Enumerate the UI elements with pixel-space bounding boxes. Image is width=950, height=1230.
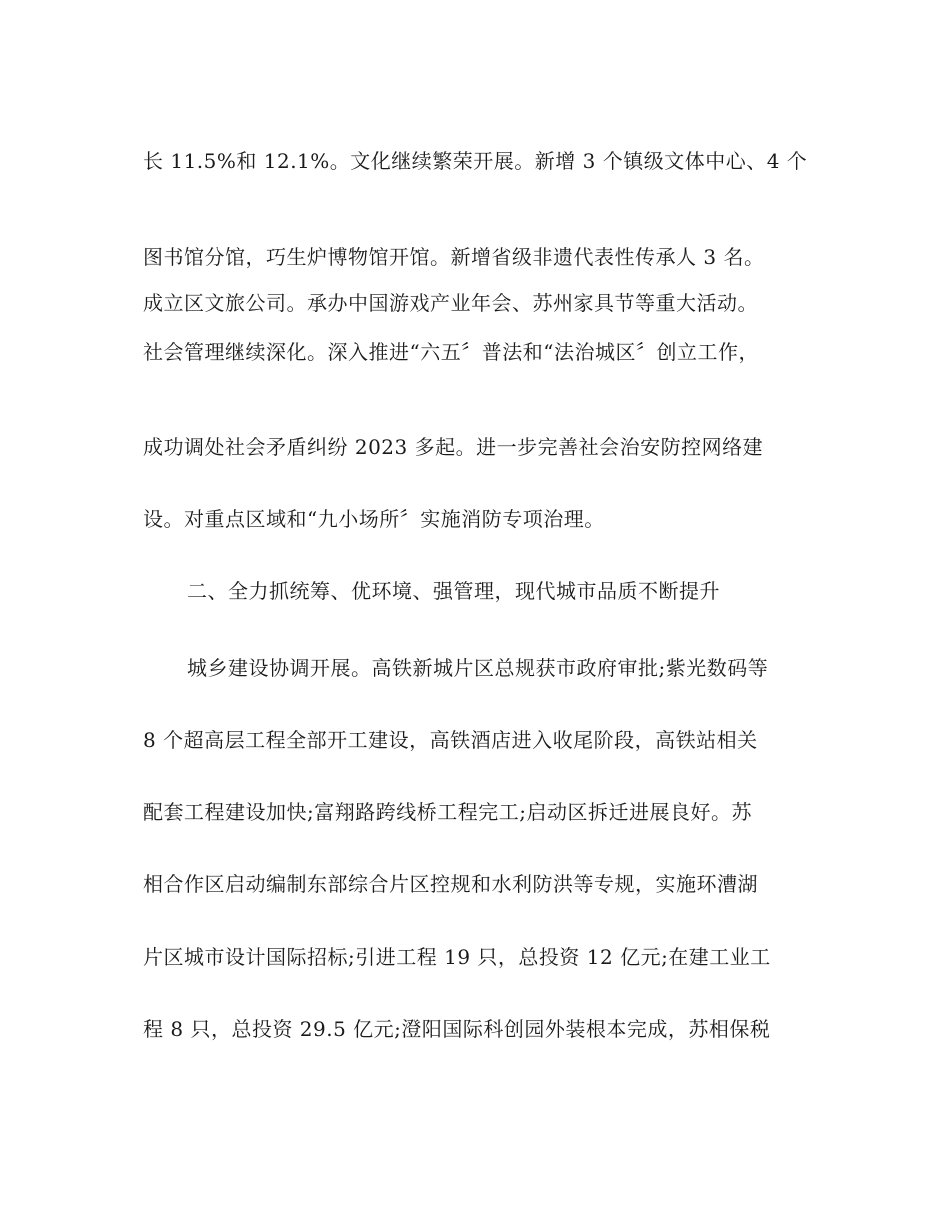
paragraph-line: 片区城市设计国际招标;引进工程 19 只，总投资 12 亿元;在建工业工 bbox=[143, 945, 771, 969]
paragraph-line: 设。对重点区域和“九小场所〞实施消防专项治理。 bbox=[143, 507, 605, 531]
paragraph-line: 图书馆分馆，巧生炉博物馆开馆。新增省级非遗代表性传承人 3 名。 bbox=[143, 245, 765, 269]
paragraph-line: 社会管理继续深化。深入推进“六五〞普法和“法治城区〞创立工作， bbox=[143, 340, 759, 364]
paragraph-line: 城乡建设协调开展。高铁新城片区总规获市政府审批;紫光数码等 bbox=[187, 656, 769, 680]
paragraph-line: 成功调处社会矛盾纠纷 2023 多起。进一步完善社会治安防控网络建 bbox=[143, 435, 764, 459]
paragraph-line: 相合作区启动编制东部综合片区控规和水利防洪等专规，实施环漕湖 bbox=[143, 872, 758, 896]
paragraph-line: 程 8 只，总投资 29.5 亿元;澄阳国际科创园外装根本完成，苏相保税 bbox=[143, 1017, 771, 1041]
section-heading: 二、全力抓统筹、优环境、强管理，现代城市品质不断提升 bbox=[187, 579, 720, 603]
paragraph-line: 长 11.5%和 12.1%。文化继续繁荣开展。新增 3 个镇级文体中心、4 个 bbox=[143, 149, 808, 173]
paragraph-line: 8 个超高层工程全部开工建设，高铁酒店进入收尾阶段，高铁站相关 bbox=[143, 728, 758, 752]
paragraph-line: 配套工程建设加快;富翔路跨线桥工程完工;启动区拆迁进展良好。苏 bbox=[143, 800, 752, 824]
paragraph-line: 成立区文旅公司。承办中国游戏产业年会、苏州家具节等重大活动。 bbox=[143, 291, 758, 315]
